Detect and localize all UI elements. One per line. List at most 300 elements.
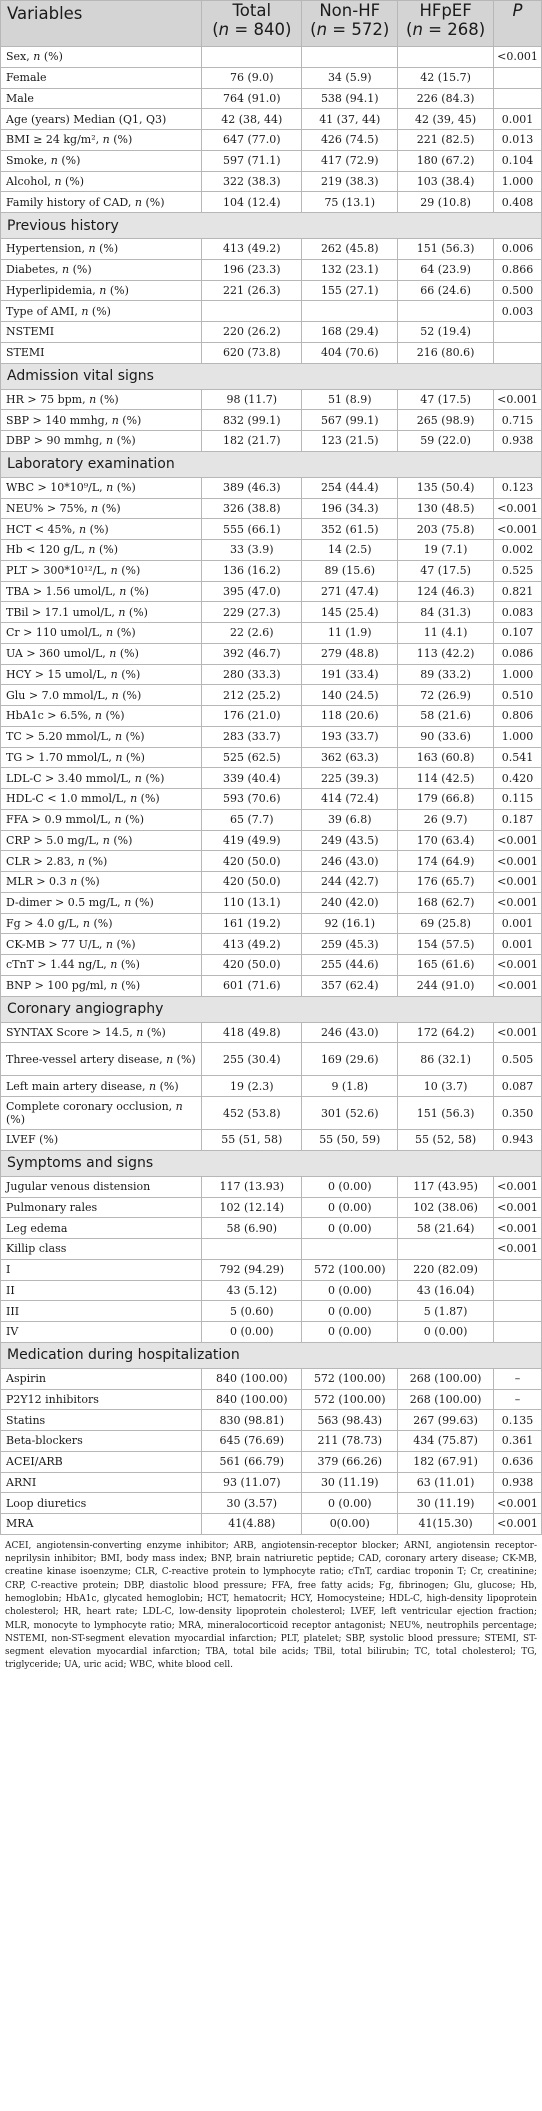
- cell-nonhf: 414 (72.4): [302, 789, 398, 810]
- cell-total: 104 (12.4): [202, 192, 302, 213]
- row-label: Alcohol, n (%): [1, 171, 202, 192]
- cell-hfpef: [398, 301, 494, 322]
- table-row: [1, 747, 542, 768]
- cell-nonhf: 538 (94.1): [302, 88, 398, 109]
- cell-hfpef: 55 (52, 58): [398, 1130, 494, 1151]
- cell-nonhf: 0 (0.00): [302, 1301, 398, 1322]
- cell-total: 220 (26.2): [202, 322, 302, 343]
- table-row: [1, 1493, 542, 1514]
- section-header-row: [1, 451, 542, 477]
- row-label: D-dimer > 0.5 mg/L, n (%): [1, 892, 202, 913]
- cell-hfpef: 154 (57.5): [398, 934, 494, 955]
- cell-p-value: 0.001: [494, 913, 542, 934]
- table-row: [1, 431, 542, 452]
- table-row: [1, 540, 542, 561]
- cell-total: 561 (66.79): [202, 1451, 302, 1472]
- row-label: Sex, n (%): [1, 47, 202, 68]
- cell-hfpef: 163 (60.8): [398, 747, 494, 768]
- table-row: [1, 1280, 542, 1301]
- cell-hfpef: 216 (80.6): [398, 342, 494, 363]
- cell-nonhf: 249 (43.5): [302, 830, 398, 851]
- cell-nonhf: 89 (15.6): [302, 560, 398, 581]
- cell-nonhf: 240 (42.0): [302, 892, 398, 913]
- cell-p-value: 0.821: [494, 581, 542, 602]
- row-label: TBA > 1.56 umol/L, n (%): [1, 581, 202, 602]
- cell-p-value: <0.001: [494, 389, 542, 410]
- cell-total: 395 (47.0): [202, 581, 302, 602]
- cell-hfpef: 103 (38.4): [398, 171, 494, 192]
- table-row: [1, 1076, 542, 1097]
- cell-p-value: 0.636: [494, 1451, 542, 1472]
- cell-nonhf: 259 (45.3): [302, 934, 398, 955]
- cell-p-value: [494, 1280, 542, 1301]
- cell-hfpef: 130 (48.5): [398, 498, 494, 519]
- cell-hfpef: 19 (7.1): [398, 540, 494, 561]
- cell-p-value: <0.001: [494, 519, 542, 540]
- row-label: HDL-C < 1.0 mmol/L, n (%): [1, 789, 202, 810]
- cell-p-value: 0.361: [494, 1431, 542, 1452]
- section-title: Laboratory examination: [1, 451, 542, 477]
- cell-total: 117 (13.93): [202, 1176, 302, 1197]
- cell-total: 43 (5.12): [202, 1280, 302, 1301]
- row-label: NSTEMI: [1, 322, 202, 343]
- cell-total: 593 (70.6): [202, 789, 302, 810]
- section-title: Admission vital signs: [1, 363, 542, 389]
- cell-p-value: 0.083: [494, 602, 542, 623]
- table-row: [1, 934, 542, 955]
- table-row: [1, 171, 542, 192]
- row-label: Hyperlipidemia, n (%): [1, 280, 202, 301]
- cell-p-value: 0.420: [494, 768, 542, 789]
- cell-total: 0 (0.00): [202, 1322, 302, 1343]
- cell-hfpef: 170 (63.4): [398, 830, 494, 851]
- cell-hfpef: 26 (9.7): [398, 809, 494, 830]
- header-hfpef: [398, 1, 494, 47]
- cell-nonhf: 301 (52.6): [302, 1097, 398, 1130]
- row-label: MRA: [1, 1514, 202, 1535]
- row-label: CRP > 5.0 mg/L, n (%): [1, 830, 202, 851]
- table-row: [1, 1514, 542, 1535]
- row-label: Statins: [1, 1410, 202, 1431]
- cell-total: 645 (76.69): [202, 1431, 302, 1452]
- row-label: Cr > 110 umol/L, n (%): [1, 623, 202, 644]
- row-label: ARNI: [1, 1472, 202, 1493]
- cell-hfpef: 102 (38.06): [398, 1197, 494, 1218]
- row-label: FFA > 0.9 mmol/L, n (%): [1, 809, 202, 830]
- table-row: [1, 768, 542, 789]
- cell-total: 840 (100.00): [202, 1389, 302, 1410]
- cell-p-value: [494, 1322, 542, 1343]
- table-row: [1, 975, 542, 996]
- cell-hfpef: 174 (64.9): [398, 851, 494, 872]
- row-label: CLR > 2.83, n (%): [1, 851, 202, 872]
- cell-total: [202, 47, 302, 68]
- cell-total: 93 (11.07): [202, 1472, 302, 1493]
- table-row: [1, 259, 542, 280]
- cell-hfpef: 5 (1.87): [398, 1301, 494, 1322]
- cell-p-value: 0.104: [494, 150, 542, 171]
- cell-hfpef: 90 (33.6): [398, 726, 494, 747]
- row-label: UA > 360 umol/L, n (%): [1, 643, 202, 664]
- cell-nonhf: 225 (39.3): [302, 768, 398, 789]
- section-title: Previous history: [1, 213, 542, 239]
- cell-nonhf: [302, 47, 398, 68]
- cell-total: 452 (53.8): [202, 1097, 302, 1130]
- table-row: [1, 560, 542, 581]
- cell-total: 597 (71.1): [202, 150, 302, 171]
- cell-p-value: 0.541: [494, 747, 542, 768]
- cell-p-value: 0.500: [494, 280, 542, 301]
- row-label: LDL-C > 3.40 mmol/L, n (%): [1, 768, 202, 789]
- table-row: [1, 1176, 542, 1197]
- cell-p-value: 0.001: [494, 934, 542, 955]
- cell-hfpef: 10 (3.7): [398, 1076, 494, 1097]
- cell-hfpef: 42 (39, 45): [398, 109, 494, 130]
- table-row: [1, 602, 542, 623]
- cell-nonhf: 169 (29.6): [302, 1043, 398, 1076]
- cell-nonhf: 30 (11.19): [302, 1472, 398, 1493]
- cell-hfpef: 220 (82.09): [398, 1259, 494, 1280]
- cell-p-value: <0.001: [494, 1176, 542, 1197]
- cell-nonhf: 168 (29.4): [302, 322, 398, 343]
- cell-total: 322 (38.3): [202, 171, 302, 192]
- cell-hfpef: 0 (0.00): [398, 1322, 494, 1343]
- cell-hfpef: 267 (99.63): [398, 1410, 494, 1431]
- cell-nonhf: 145 (25.4): [302, 602, 398, 623]
- cell-total: 41(4.88): [202, 1514, 302, 1535]
- cell-total: 42 (38, 44): [202, 109, 302, 130]
- cell-hfpef: 30 (11.19): [398, 1493, 494, 1514]
- row-label: HR > 75 bpm, n (%): [1, 389, 202, 410]
- cell-total: 76 (9.0): [202, 67, 302, 88]
- table-row: [1, 109, 542, 130]
- cell-hfpef: 268 (100.00): [398, 1389, 494, 1410]
- row-label: PLT > 300*10¹²/L, n (%): [1, 560, 202, 581]
- section-title: Medication during hospitalization: [1, 1342, 542, 1368]
- cell-hfpef: 179 (66.8): [398, 789, 494, 810]
- cell-nonhf: 132 (23.1): [302, 259, 398, 280]
- row-label: Family history of CAD, n (%): [1, 192, 202, 213]
- cell-total: 418 (49.8): [202, 1022, 302, 1043]
- cell-p-value: <0.001: [494, 872, 542, 893]
- cell-total: 389 (46.3): [202, 477, 302, 498]
- cell-nonhf: 271 (47.4): [302, 581, 398, 602]
- row-label: Complete coronary occlusion, n (%): [1, 1097, 202, 1130]
- section-header-row: [1, 213, 542, 239]
- cell-hfpef: 151 (56.3): [398, 239, 494, 260]
- cell-p-value: 1.000: [494, 664, 542, 685]
- row-label: DBP > 90 mmhg, n (%): [1, 431, 202, 452]
- table-row: [1, 1259, 542, 1280]
- table-row: [1, 342, 542, 363]
- cell-hfpef: 434 (75.87): [398, 1431, 494, 1452]
- cell-hfpef: 11 (4.1): [398, 623, 494, 644]
- section-header-row: [1, 1150, 542, 1176]
- row-label: Male: [1, 88, 202, 109]
- row-label: Glu > 7.0 mmol/L, n (%): [1, 685, 202, 706]
- row-label: STEMI: [1, 342, 202, 363]
- table-row: [1, 519, 542, 540]
- row-label: Jugular venous distension: [1, 1176, 202, 1197]
- cell-hfpef: 265 (98.9): [398, 410, 494, 431]
- cell-hfpef: 176 (65.7): [398, 872, 494, 893]
- row-label: HCY > 15 umol/L, n (%): [1, 664, 202, 685]
- cell-nonhf: 426 (74.5): [302, 130, 398, 151]
- cell-hfpef: 42 (15.7): [398, 67, 494, 88]
- cell-p-value: <0.001: [494, 498, 542, 519]
- cell-total: 420 (50.0): [202, 872, 302, 893]
- section-header-row: [1, 996, 542, 1022]
- header-nonhf-n: (n = 572): [310, 20, 390, 39]
- cell-nonhf: 39 (6.8): [302, 809, 398, 830]
- header-nonhf: [302, 1, 398, 47]
- cell-hfpef: 29 (10.8): [398, 192, 494, 213]
- table-row: [1, 410, 542, 431]
- cell-p-value: 0.938: [494, 431, 542, 452]
- cell-hfpef: 203 (75.8): [398, 519, 494, 540]
- cell-p-value: [494, 88, 542, 109]
- cell-total: 620 (73.8): [202, 342, 302, 363]
- header-hfpef-n: (n = 268): [406, 20, 486, 39]
- cell-hfpef: [398, 1239, 494, 1260]
- row-label: Leg edema: [1, 1218, 202, 1239]
- cell-p-value: 0.115: [494, 789, 542, 810]
- table-row: [1, 1197, 542, 1218]
- header-p-value: P: [494, 1, 542, 47]
- cell-total: 792 (94.29): [202, 1259, 302, 1280]
- cell-p-value: 0.350: [494, 1097, 542, 1130]
- table-row: [1, 498, 542, 519]
- table-footnote: ACEI, angiotensin-converting enzyme inhibitor; ARB, angiotensin-receptor blocker; ARNI, angiotensin receptor-neprilysin inhibitor; BMI, body mass index; BNP, brain natriuretic peptide; CAD, coronary artery disease; CK-MB, creatine kinase isoenzyme; CLR, C-reactive protein to lymphocyte ratio; cTnT, cardiac troponin T; Cr, creatinine; CRP, C-reactive protein; DBP, diastolic blood pressure; FFA, free fatty acids; Fg, fibrinogen; Glu, glucose; Hb, hemoglobin; HbA1c, glycated hemoglobin; HCT, hematocrit; HCY, Homocysteine; HDL-C, high-density lipoprotein cholesterol; HR, heart rate; LDL-C, low-density lipoprotein cholesterol; LVEF, left ventricular ejection fraction; MLR, monocyte to lymphocyte ratio; MRA, mineralocorticoid receptor antagonist; NEU%, neutrophils percentage; NSTEMI, non-ST-segment elevation myocardial infarction; PLT, platelet; SBP, systolic blood pressure; STEMI, ST-segment elevation myocardial infarction; TBA, total bile acids; TBil, total bilirubin; TC, total cholesterol; TG, triglyceride; UA, uric acid; WBC, white blood cell.: [5, 1540, 537, 1671]
- cell-p-value: 0.715: [494, 410, 542, 431]
- cell-nonhf: 246 (43.0): [302, 1022, 398, 1043]
- table-row: [1, 1322, 542, 1343]
- cell-p-value: <0.001: [494, 1022, 542, 1043]
- cell-nonhf: 417 (72.9): [302, 150, 398, 171]
- table-row: [1, 88, 542, 109]
- header-hfpef-label: HFpEF: [419, 1, 472, 20]
- cell-nonhf: 140 (24.5): [302, 685, 398, 706]
- cell-hfpef: 41(15.30): [398, 1514, 494, 1535]
- cell-total: 161 (19.2): [202, 913, 302, 934]
- row-label: NEU% > 75%, n (%): [1, 498, 202, 519]
- table-row: [1, 322, 542, 343]
- cell-p-value: 0.086: [494, 643, 542, 664]
- cell-total: 830 (98.81): [202, 1410, 302, 1431]
- row-label: I: [1, 1259, 202, 1280]
- cell-total: 840 (100.00): [202, 1368, 302, 1389]
- cell-nonhf: 0(0.00): [302, 1514, 398, 1535]
- cell-hfpef: 58 (21.64): [398, 1218, 494, 1239]
- cell-p-value: 0.866: [494, 259, 542, 280]
- cell-total: 525 (62.5): [202, 747, 302, 768]
- row-label: WBC > 10*10⁹/L, n (%): [1, 477, 202, 498]
- row-label: TG > 1.70 mmol/L, n (%): [1, 747, 202, 768]
- table-row: [1, 664, 542, 685]
- cell-p-value: 0.408: [494, 192, 542, 213]
- cell-nonhf: 92 (16.1): [302, 913, 398, 934]
- cell-nonhf: 0 (0.00): [302, 1322, 398, 1343]
- cell-nonhf: 191 (33.4): [302, 664, 398, 685]
- cell-p-value: 1.000: [494, 726, 542, 747]
- table-row: [1, 1022, 542, 1043]
- row-label: Aspirin: [1, 1368, 202, 1389]
- cell-total: 176 (21.0): [202, 706, 302, 727]
- table-row: [1, 1301, 542, 1322]
- cell-hfpef: 135 (50.4): [398, 477, 494, 498]
- row-label: TBil > 17.1 umol/L, n (%): [1, 602, 202, 623]
- row-label: P2Y12 inhibitors: [1, 1389, 202, 1410]
- cell-p-value: <0.001: [494, 1514, 542, 1535]
- cell-p-value: 0.107: [494, 623, 542, 644]
- cell-hfpef: 165 (61.6): [398, 955, 494, 976]
- section-header-row: [1, 1342, 542, 1368]
- cell-total: 420 (50.0): [202, 851, 302, 872]
- cell-total: 555 (66.1): [202, 519, 302, 540]
- table-row: [1, 955, 542, 976]
- cell-p-value: 0.187: [494, 809, 542, 830]
- cell-nonhf: 51 (8.9): [302, 389, 398, 410]
- table-row: [1, 67, 542, 88]
- cell-total: 110 (13.1): [202, 892, 302, 913]
- section-header-row: [1, 363, 542, 389]
- cell-hfpef: 226 (84.3): [398, 88, 494, 109]
- table-row: [1, 1239, 542, 1260]
- cell-nonhf: 193 (33.7): [302, 726, 398, 747]
- cell-p-value: [494, 322, 542, 343]
- row-label: SBP > 140 mmhg, n (%): [1, 410, 202, 431]
- cell-nonhf: 572 (100.00): [302, 1259, 398, 1280]
- cell-total: 55 (51, 58): [202, 1130, 302, 1151]
- cell-total: [202, 1239, 302, 1260]
- table-row: [1, 789, 542, 810]
- cell-p-value: 0.002: [494, 540, 542, 561]
- cell-hfpef: 244 (91.0): [398, 975, 494, 996]
- cell-nonhf: 563 (98.43): [302, 1410, 398, 1431]
- row-label: MLR > 0.3 n (%): [1, 872, 202, 893]
- cell-nonhf: 155 (27.1): [302, 280, 398, 301]
- cell-total: 339 (40.4): [202, 768, 302, 789]
- cell-nonhf: 0 (0.00): [302, 1280, 398, 1301]
- cell-hfpef: 117 (43.95): [398, 1176, 494, 1197]
- cell-total: 255 (30.4): [202, 1043, 302, 1076]
- table-row: [1, 726, 542, 747]
- table-row: [1, 239, 542, 260]
- cell-total: 764 (91.0): [202, 88, 302, 109]
- cell-nonhf: 118 (20.6): [302, 706, 398, 727]
- cell-p-value: 0.123: [494, 477, 542, 498]
- cell-total: 419 (49.9): [202, 830, 302, 851]
- table-row: [1, 1368, 542, 1389]
- table-row: [1, 1431, 542, 1452]
- cell-total: 212 (25.2): [202, 685, 302, 706]
- cell-p-value: <0.001: [494, 1197, 542, 1218]
- cell-total: 280 (33.3): [202, 664, 302, 685]
- table-row: [1, 192, 542, 213]
- cell-nonhf: 0 (0.00): [302, 1218, 398, 1239]
- cell-hfpef: 72 (26.9): [398, 685, 494, 706]
- header-total-n: (n = 840): [212, 20, 292, 39]
- cell-nonhf: 404 (70.6): [302, 342, 398, 363]
- cell-hfpef: 124 (46.3): [398, 581, 494, 602]
- row-label: Loop diuretics: [1, 1493, 202, 1514]
- cell-total: 65 (7.7): [202, 809, 302, 830]
- cell-nonhf: 14 (2.5): [302, 540, 398, 561]
- table-row: [1, 1472, 542, 1493]
- table-row: [1, 1218, 542, 1239]
- row-label: Beta-blockers: [1, 1431, 202, 1452]
- table-row: [1, 130, 542, 151]
- cell-p-value: <0.001: [494, 830, 542, 851]
- cell-hfpef: 114 (42.5): [398, 768, 494, 789]
- row-label: SYNTAX Score > 14.5, n (%): [1, 1022, 202, 1043]
- cell-nonhf: 352 (61.5): [302, 519, 398, 540]
- cell-nonhf: 123 (21.5): [302, 431, 398, 452]
- cell-p-value: –: [494, 1368, 542, 1389]
- cell-hfpef: 221 (82.5): [398, 130, 494, 151]
- cell-total: 98 (11.7): [202, 389, 302, 410]
- cell-nonhf: 0 (0.00): [302, 1197, 398, 1218]
- table-row: [1, 1410, 542, 1431]
- row-label: II: [1, 1280, 202, 1301]
- table-row: [1, 280, 542, 301]
- table-row: [1, 623, 542, 644]
- cell-nonhf: 9 (1.8): [302, 1076, 398, 1097]
- cell-hfpef: 63 (11.01): [398, 1472, 494, 1493]
- cell-total: 58 (6.90): [202, 1218, 302, 1239]
- table-row: [1, 301, 542, 322]
- cell-p-value: 0.806: [494, 706, 542, 727]
- cell-nonhf: 55 (50, 59): [302, 1130, 398, 1151]
- cell-p-value: 0.006: [494, 239, 542, 260]
- cell-total: 5 (0.60): [202, 1301, 302, 1322]
- cell-p-value: <0.001: [494, 1218, 542, 1239]
- cell-nonhf: 357 (62.4): [302, 975, 398, 996]
- row-label: cTnT > 1.44 ng/L, n (%): [1, 955, 202, 976]
- header-total: [202, 1, 302, 47]
- cell-hfpef: 47 (17.5): [398, 560, 494, 581]
- table-row: [1, 477, 542, 498]
- cell-total: 221 (26.3): [202, 280, 302, 301]
- cell-p-value: <0.001: [494, 892, 542, 913]
- cell-p-value: 0.003: [494, 301, 542, 322]
- row-label: Smoke, n (%): [1, 150, 202, 171]
- cell-p-value: <0.001: [494, 47, 542, 68]
- cell-hfpef: 113 (42.2): [398, 643, 494, 664]
- table-row: [1, 150, 542, 171]
- cell-total: 832 (99.1): [202, 410, 302, 431]
- cell-nonhf: 572 (100.00): [302, 1389, 398, 1410]
- table-row: [1, 872, 542, 893]
- table-row: [1, 892, 542, 913]
- cell-nonhf: [302, 1239, 398, 1260]
- row-label: Hb < 120 g/L, n (%): [1, 540, 202, 561]
- cell-hfpef: 180 (67.2): [398, 150, 494, 171]
- cell-p-value: 0.938: [494, 1472, 542, 1493]
- cell-hfpef: [398, 47, 494, 68]
- row-label: Three-vessel artery disease, n (%): [1, 1043, 202, 1076]
- row-label: Age (years) Median (Q1, Q3): [1, 109, 202, 130]
- cell-p-value: 1.000: [494, 171, 542, 192]
- cell-total: 22 (2.6): [202, 623, 302, 644]
- cell-hfpef: 59 (22.0): [398, 431, 494, 452]
- cell-nonhf: 572 (100.00): [302, 1368, 398, 1389]
- table-row: [1, 809, 542, 830]
- section-title: Coronary angiography: [1, 996, 542, 1022]
- cell-total: 102 (12.14): [202, 1197, 302, 1218]
- cell-hfpef: 47 (17.5): [398, 389, 494, 410]
- cell-nonhf: 362 (63.3): [302, 747, 398, 768]
